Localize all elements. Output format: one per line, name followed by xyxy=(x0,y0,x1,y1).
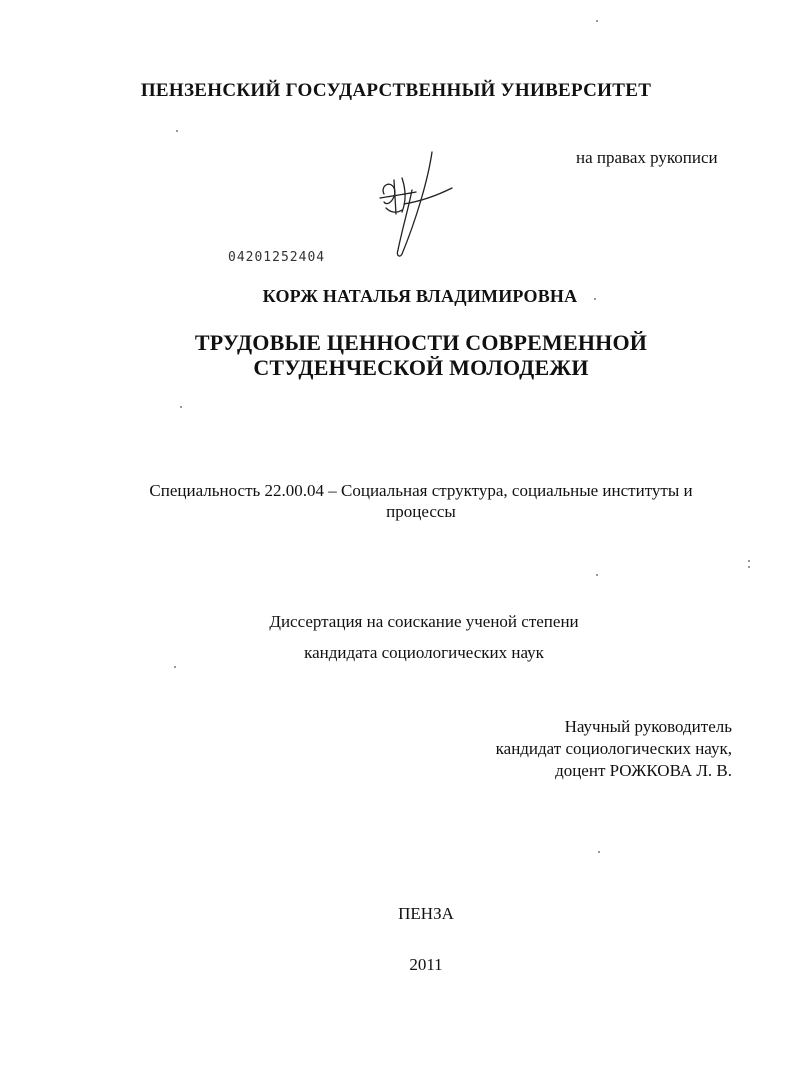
scan-speck xyxy=(176,130,178,132)
scan-speck xyxy=(598,851,600,853)
rights-note: на правах рукописи xyxy=(576,148,718,167)
year: 2011 xyxy=(409,955,443,974)
scan-speck xyxy=(594,298,596,300)
thesis-title-line-2: СТУДЕНЧЕСКОЙ МОЛОДЕЖИ xyxy=(253,355,589,380)
scan-speck xyxy=(180,406,182,408)
handwritten-signature xyxy=(372,150,468,260)
scan-speck xyxy=(596,20,598,22)
degree-statement xyxy=(0,606,792,668)
scan-speck xyxy=(748,566,750,568)
scan-speck xyxy=(748,560,750,562)
speciality-line-2: процессы xyxy=(386,502,456,521)
degree-line-1: Диссертация на соискание ученой степени xyxy=(269,612,579,631)
supervisor-block xyxy=(440,716,732,782)
speciality xyxy=(0,480,792,522)
supervisor-line-3: доцент РОЖКОВА Л. В. xyxy=(555,761,732,780)
thesis-title-line-1: ТРУДОВЫЕ ЦЕННОСТИ СОВРЕМЕННОЙ xyxy=(194,330,648,355)
author-name: КОРЖ НАТАЛЬЯ ВЛАДИМИРОВНА xyxy=(262,286,578,306)
degree-line-2: кандидата социологических наук xyxy=(304,643,544,662)
registration-number: 04201252404 xyxy=(228,250,326,265)
scan-speck xyxy=(596,574,598,576)
supervisor-line-1: Научный руководитель xyxy=(564,717,732,736)
thesis-title xyxy=(0,330,792,380)
scan-speck xyxy=(174,666,176,668)
speciality-line-1: Специальность 22.00.04 – Социальная структура, социальные институты и xyxy=(149,481,693,500)
university-name: ПЕНЗЕНСКИЙ ГОСУДАРСТВЕННЫЙ УНИВЕРСИТЕТ xyxy=(140,80,652,101)
city: ПЕНЗА xyxy=(398,904,454,923)
supervisor-line-2: кандидат социологических наук, xyxy=(495,739,732,758)
